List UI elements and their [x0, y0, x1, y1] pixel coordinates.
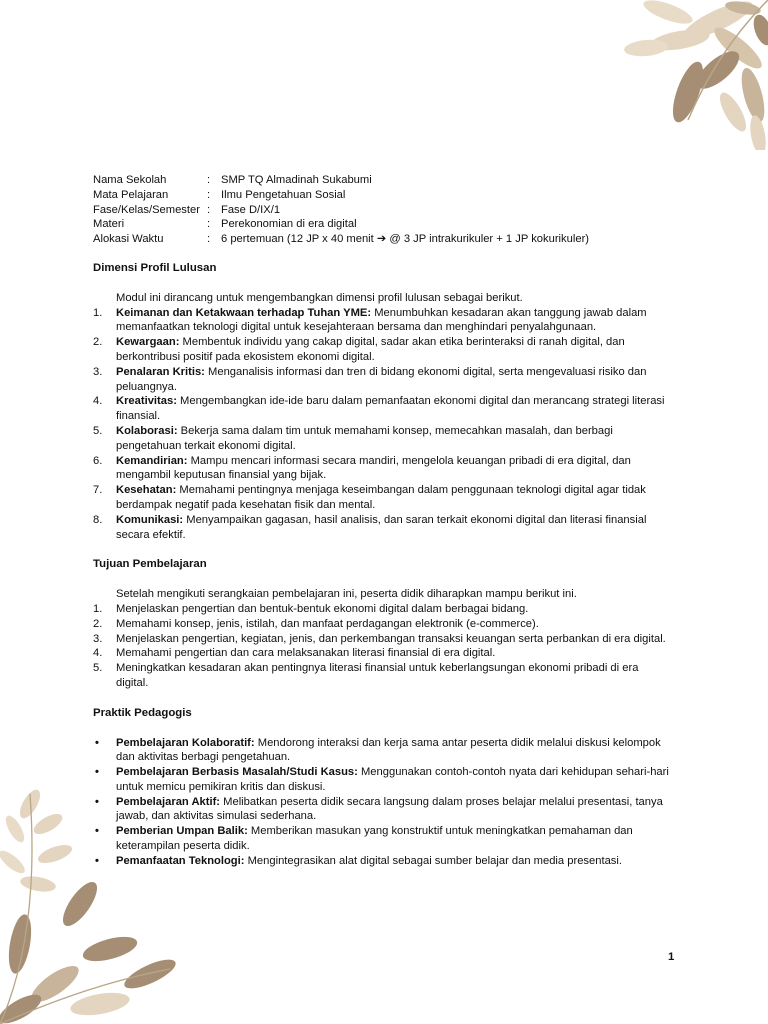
item-text: Memahami pengertian dan cara melaksanakan literasi finansial di era digital. [116, 647, 496, 660]
list-number: 4. [93, 395, 103, 408]
info-value: Ilmu Pengetahuan Sosial [221, 188, 346, 201]
info-key: Fase/Kelas/Semester [93, 203, 200, 216]
tujuan-intro: Setelah mengikuti serangkaian pembelajaran ini, peserta didik diharapkan mampu berikut ini. [116, 588, 577, 601]
list-item [93, 483, 673, 513]
info-colon: : [207, 188, 211, 201]
info-colon: : [207, 174, 211, 186]
item-text: Mengembangkan ide-ide baru dalam pemanfaatan ekonomi digital dan merancang strategi literasi finansial. [116, 395, 665, 423]
list-number: 1. [93, 602, 103, 615]
list-item [93, 824, 673, 854]
bullet-icon: • [95, 795, 99, 808]
bullet-icon: • [95, 825, 99, 838]
item-text: Mengintegrasikan alat digital sebagai sumber belajar dan media presentasi. [244, 854, 622, 867]
dimensi-intro: Modul ini dirancang untuk mengembangkan dimensi profil lulusan sebagai berikut. [116, 291, 523, 304]
list-item [93, 854, 673, 869]
list-number: 8. [93, 513, 103, 526]
bullet-icon: • [95, 854, 99, 867]
item-term: Keimanan dan Ketakwaan terhadap Tuhan YME: [116, 306, 372, 319]
list-item [93, 335, 673, 365]
bullet-icon: • [95, 736, 99, 749]
item-text: Memahami pentingnya menjaga keseimbangan dalam penggunaan teknologi digital agar tidak berdampak negatif pada kesehatan fisik dan mental. [116, 484, 646, 511]
list-number: 5. [93, 662, 103, 675]
item-text: Melibatkan peserta didik secara langsung dalam proses belajar melalui presentasi, tanya jawab, dan aktivitas simulasi sederhana. [116, 795, 663, 823]
item-text: Menggunakan contoh-contoh nyata dari kehidupan sehari-hari untuk memicu pemikiran kritis dan diskusi. [116, 766, 669, 793]
item-term: Pemberian Umpan Balik: [116, 825, 248, 838]
page-number: 1 [668, 951, 675, 963]
item-text: Memberikan masukan yang konstruktif untuk meningkatkan pemahaman dan keterampilan peserta didik. [116, 825, 633, 853]
item-term: Pembelajaran Berbasis Masalah/Studi Kasus: [116, 766, 358, 779]
info-row-subject [93, 188, 589, 203]
list-number: 3. [93, 632, 103, 645]
info-key: Mata Pelajaran [93, 188, 169, 201]
item-term: Kolaborasi: [116, 424, 178, 437]
info-row-time [93, 232, 589, 247]
list-item [93, 646, 673, 661]
item-text: Mampu mencari informasi secara mandiri, mengelola keuangan pribadi di era digital, dan mengambil keputusan finansial yang bijak. [116, 454, 631, 482]
list-item [93, 632, 673, 647]
item-term: Pembelajaran Aktif: [116, 795, 221, 808]
dimensi-list [93, 306, 673, 543]
item-text: Menganalisis informasi dan tren di bidang ekonomi digital, serta mengevaluasi risiko dan peluangnya. [116, 365, 647, 393]
list-item [93, 736, 673, 766]
list-item [93, 424, 673, 454]
info-colon: : [207, 218, 211, 231]
list-number: 1. [93, 306, 103, 319]
list-number: 5. [93, 424, 103, 437]
info-colon: : [207, 203, 211, 216]
info-colon: : [207, 233, 211, 246]
item-text: Mendorong interaksi dan kerja sama antar peserta didik melalui diskusi kelompok dan aktivitas berbagi pengetahuan. [116, 736, 661, 764]
list-number: 4. [93, 647, 103, 660]
item-term: Kesehatan: [116, 484, 177, 497]
item-term: Komunikasi: [116, 513, 184, 526]
item-text: Membentuk individu yang cakap digital, sadar akan etika berinteraksi di ranah digital, dan berkontribusi positif pada ekosistem ekonomi digital. [116, 336, 625, 363]
list-number: 2. [93, 617, 103, 630]
item-text: Memahami konsep, jenis, istilah, dan manfaat perdagangan elektronik (e-commerce). [116, 617, 539, 630]
document-body [93, 173, 673, 869]
list-number: 2. [93, 336, 103, 349]
list-number: 7. [93, 484, 103, 497]
list-item [93, 617, 673, 632]
section-heading-praktik: Praktik Pedagogis [93, 706, 192, 719]
info-key: Alokasi Waktu [93, 233, 164, 246]
item-text: Menjelaskan pengertian dan bentuk-bentuk ekonomi digital dalam berbagai bidang. [116, 602, 529, 615]
item-text: Menjelaskan pengertian, kegiatan, jenis, dan perkembangan transaksi keuangan serta perbankan di era digital. [116, 632, 666, 645]
leaf-decoration-top [568, 0, 768, 150]
list-item [93, 795, 673, 825]
info-value: Perekonomian di era digital [221, 218, 357, 231]
item-term: Pembelajaran Kolaboratif: [116, 736, 255, 749]
item-term: Kewargaan: [116, 336, 180, 349]
list-number: 3. [93, 365, 103, 378]
item-text: Menumbuhkan kesadaran akan tanggung jawab dalam memanfaatkan teknologi digital untuk kesejahteraan bersama dan menghindari penyalahgunaan. [116, 306, 647, 334]
module-info-table [93, 173, 589, 247]
info-row-phase [93, 203, 589, 218]
info-row-school [93, 173, 589, 188]
list-item [93, 454, 673, 484]
info-key: Materi [93, 218, 125, 231]
info-key: Nama Sekolah [93, 174, 167, 186]
item-term: Kreativitas: [116, 395, 177, 408]
item-term: Kemandirian: [116, 454, 188, 467]
tujuan-list [93, 602, 673, 691]
info-row-material [93, 217, 589, 232]
list-item [93, 394, 673, 424]
info-value: 6 pertemuan (12 JP x 40 menit ➔ @ 3 JP intrakurikuler + 1 JP kokurikuler) [221, 233, 590, 246]
item-term: Pemanfaatan Teknologi: [116, 854, 245, 867]
item-term: Penalaran Kritis: [116, 365, 205, 378]
bullet-icon: • [95, 766, 99, 779]
item-text: Menyampaikan gagasan, hasil analisis, dan saran terkait ekonomi digital dan literasi finansial secara efektif. [116, 513, 647, 541]
praktik-list [93, 736, 673, 869]
info-value: Fase D/IX/1 [221, 203, 281, 216]
item-text: Meningkatkan kesadaran akan pentingnya literasi finansial untuk keberlangsungan ekonomi pribadi di era digital. [116, 662, 639, 689]
info-value: SMP TQ Almadinah Sukabumi [221, 174, 372, 186]
list-item [93, 306, 673, 336]
list-number: 6. [93, 454, 103, 467]
list-item [93, 513, 673, 543]
item-text: Bekerja sama dalam tim untuk memahami konsep, memecahkan masalah, dan berbagi pengetahuan terkait ekonomi digital. [116, 424, 613, 452]
list-item [93, 365, 673, 395]
list-item [93, 661, 673, 691]
section-heading-tujuan: Tujuan Pembelajaran [93, 558, 207, 571]
section-heading-dimensi: Dimensi Profil Lulusan [93, 261, 217, 274]
list-item [93, 602, 673, 617]
list-item [93, 765, 673, 795]
